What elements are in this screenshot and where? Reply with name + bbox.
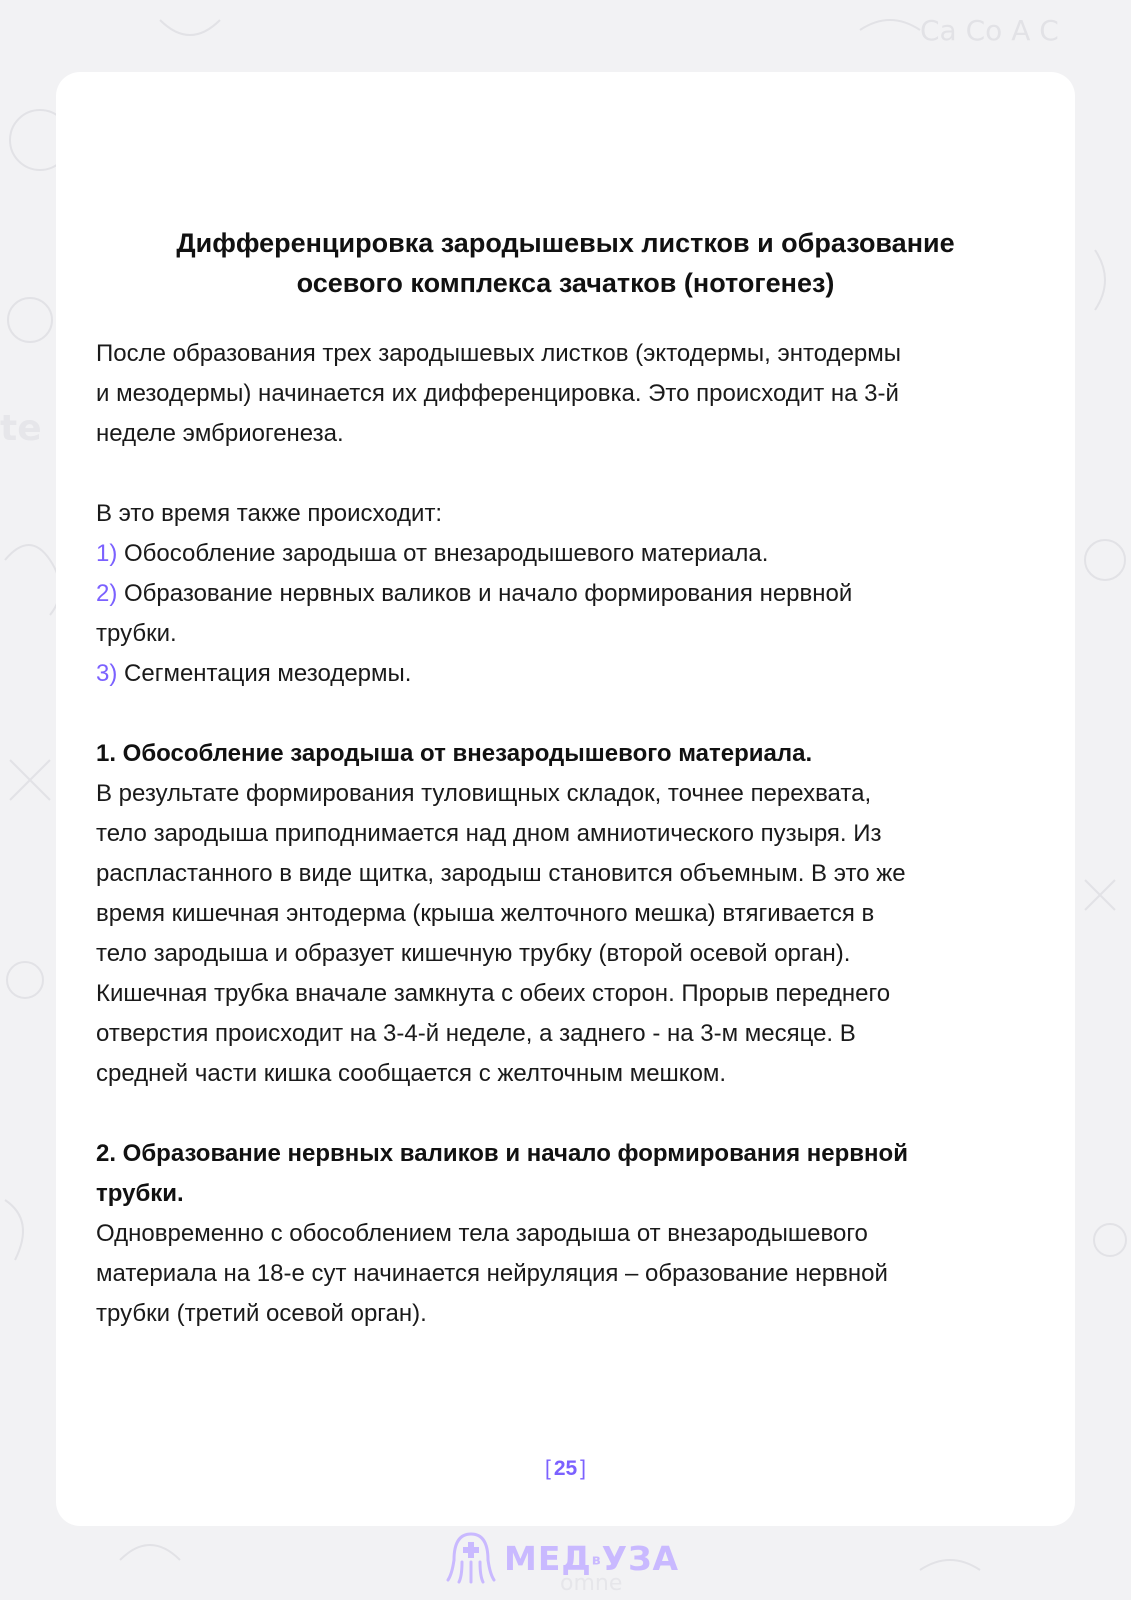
intro-line-2: и мезодермы) начинается их дифференцировка. Это происходит на 3-й — [96, 380, 899, 407]
list-item-number: 1) — [96, 540, 118, 567]
section-1-line: В результате формирования туловищных складок, точнее перехвата, — [96, 780, 872, 807]
section-1-line: Кишечная трубка вначале замкнута с обеих сторон. Прорыв переднего — [96, 980, 891, 1007]
page-number — [56, 1454, 1075, 1484]
octopus-mascot-icon — [444, 1530, 498, 1586]
section-2-line: трубки (третий осевой орган). — [96, 1300, 427, 1327]
page-number-bracket-open: [ — [544, 1457, 551, 1480]
section-2-line: Одновременно с обособлением тела зародыша от внезародышевого — [96, 1220, 868, 1247]
section-2-heading-line-1: 2. Образование нервных валиков и начало формирования нервной — [96, 1140, 908, 1167]
intro-line-1: После образования трех зародышевых листков (эктодермы, энтодермы — [96, 340, 902, 367]
section-1-line: средней части кишка сообщается с желточным мешком. — [96, 1060, 727, 1087]
logo-wordmark: МЕДвУЗА — [504, 1538, 680, 1578]
document-body — [96, 334, 1056, 1334]
list-item-continuation: трубки. — [96, 620, 177, 647]
svg-text:Ca Co A C: Ca Co A C — [920, 14, 1059, 47]
list-item — [96, 574, 1056, 614]
section-1-line: отверстия происходит на 3-4-й неделе, а заднего - на 3-м месяце. В — [96, 1020, 856, 1047]
section-2-line: материала на 18-е сут начинается нейруляция – образование нервной — [96, 1260, 888, 1287]
list-item — [96, 534, 1056, 574]
list-item-text: Сегментация мезодермы. — [117, 660, 412, 687]
section-1-line: тело зародыша и образует кишечную трубку (второй осевой орган). — [96, 940, 851, 967]
list-item — [96, 654, 1056, 694]
document-page — [56, 72, 1075, 1526]
section-1-line: распластанного в виде щитка, зародыш становится объемным. В это же — [96, 860, 906, 887]
page-title — [56, 223, 1075, 303]
svg-text:te: te — [0, 408, 42, 449]
list-item-number: 3) — [96, 660, 118, 687]
title-line-2: осевого комплекса зачатков (нотогенез) — [296, 268, 835, 298]
svg-text:omne: omne — [560, 1571, 623, 1596]
list-item-text: Образование нервных валиков и начало формирования нервной — [117, 580, 853, 607]
section-1-heading: 1. Обособление зародыша от внезародышевого материала. — [96, 740, 813, 767]
page-number-bracket-close: ] — [580, 1457, 587, 1480]
section-1-line: тело зародыша приподнимается над дном амниотического пузыря. Из — [96, 820, 882, 847]
section-1-line: время кишечная энтодерма (крыша желточного мешка) втягивается в — [96, 900, 875, 927]
intro-line-3: неделе эмбриогенеза. — [96, 420, 344, 447]
brand-logo — [444, 1528, 679, 1588]
section-2-heading-line-2: трубки. — [96, 1180, 184, 1207]
list-item-number: 2) — [96, 580, 118, 607]
page-number-value: 25 — [553, 1457, 578, 1480]
list-lead: В это время также происходит: — [96, 500, 443, 527]
list-item-text: Обособление зародыша от внезародышевого материала. — [117, 540, 769, 567]
title-line-1: Дифференцировка зародышевых листков и образование — [176, 228, 955, 258]
